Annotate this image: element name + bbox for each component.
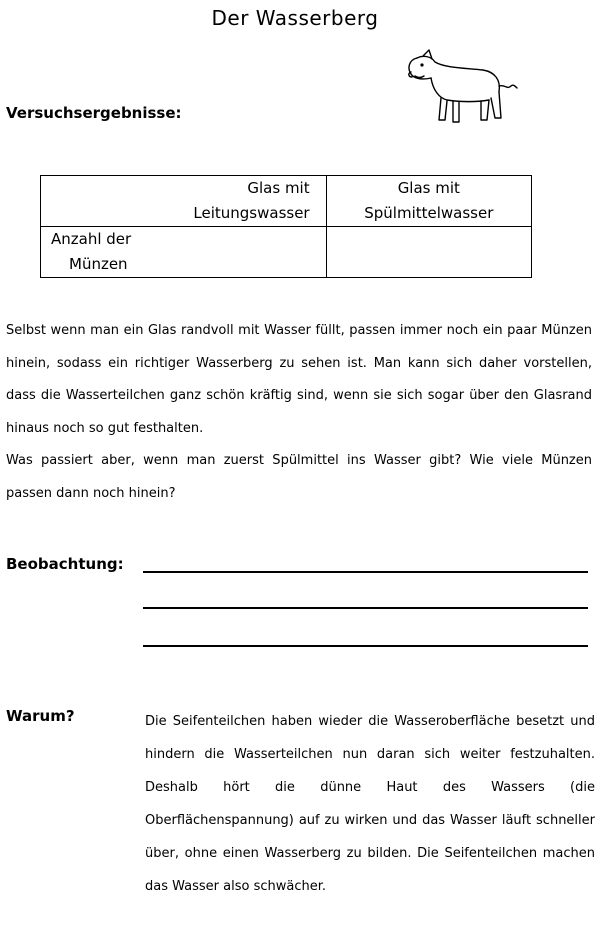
header-tap-water xyxy=(41,176,327,227)
coin-count-soap-water-cell[interactable] xyxy=(326,227,531,278)
coin-count-label-line1: Anzahl der xyxy=(51,230,132,248)
observation-answer-line-1[interactable] xyxy=(143,571,588,573)
header-tap-water-line1: Glas mit xyxy=(247,179,310,197)
table-row xyxy=(41,227,532,278)
page-title: Der Wasserberg xyxy=(211,6,379,30)
observation-heading: Beobachtung: xyxy=(6,555,124,573)
results-heading: Versuchsergebnisse: xyxy=(6,104,182,122)
results-table xyxy=(40,175,532,278)
coin-count-label xyxy=(41,227,327,278)
header-soap-water-line1: Glas mit xyxy=(397,179,460,197)
coin-count-label-line2: Münzen xyxy=(69,255,128,273)
table-header-row xyxy=(41,176,532,227)
why-heading: Warum? xyxy=(6,707,75,725)
why-explanation: Die Seifenteilchen haben wieder die Wasseroberfläche besetzt und hindern die Wasserteilchen nun daran sich weiter festzuhalten. Deshalb hört die dünne Haut des Wassers (die Oberflächenspannung) auf zu wirken und das Wasser läuft schneller über, ohne einen Wasserberg zu bilden. Die Seifenteilchen machen das Wasser also schwächer. xyxy=(145,714,595,894)
intro-paragraph-2: Was passiert aber, wenn man zuerst Spülmittel ins Wasser gibt? Wie viele Münzen passen dann noch hinein? xyxy=(6,453,592,501)
intro-paragraph-1: Selbst wenn man ein Glas randvoll mit Wasser füllt, passen immer noch ein paar Münzen hinein, sodass ein richtiger Wasserberg zu sehen ist. Man kann sich daher vorstellen, dass die Wasserteilchen ganz schön kräftig sind, wenn sie sich sogar über den Glasrand hinaus noch so gut festhalten. xyxy=(6,323,592,436)
intro-text xyxy=(6,315,592,510)
pig-drawing xyxy=(405,46,520,132)
header-tap-water-line2: Leitungswasser xyxy=(193,204,310,222)
header-soap-water-line2: Spülmittelwasser xyxy=(364,204,494,222)
observation-answer-line-2[interactable] xyxy=(143,607,588,609)
header-soap-water xyxy=(326,176,531,227)
observation-answer-line-3[interactable] xyxy=(143,645,588,647)
